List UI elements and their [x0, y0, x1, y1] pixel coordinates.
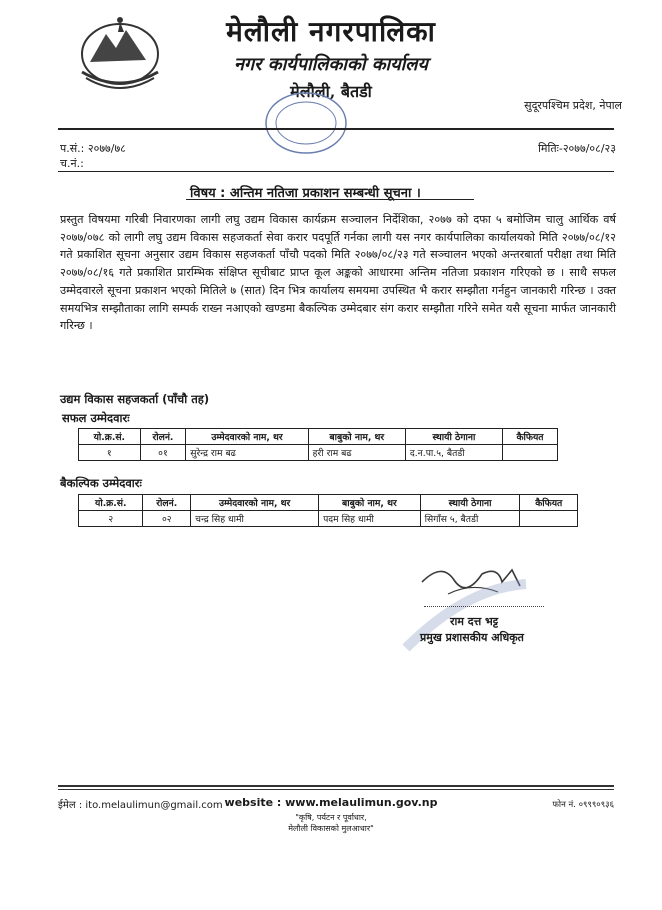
table-row: [79, 511, 578, 527]
footer-slogan: [0, 812, 662, 834]
subject-underline: [186, 199, 474, 200]
table-cell: ०२: [143, 511, 191, 527]
table-cell: चन्द्र सिह धामी: [191, 511, 319, 527]
position-heading: उद्यम विकास सहजकर्ता (पाँचौ तह): [60, 392, 210, 406]
column-header: रोलनं.: [140, 429, 186, 445]
footer-email[interactable]: ईमेल : ito.melaulimun@gmail.com: [58, 800, 223, 811]
date-text: मितिः-२०७७/०८/२३: [538, 142, 616, 155]
office-subtitle: नगर कार्यपालिकाको कार्यालय: [234, 54, 428, 75]
table-cell: पदम सिह धामी: [319, 511, 421, 527]
footer-phone: फोन नं. ०९९९०९३६: [552, 800, 614, 810]
footer-website[interactable]: website : www.melaulimun.gov.np: [224, 796, 438, 809]
notice-body: प्रस्तुत विषयमा गरिबी निवारणका लागी लघु उद्यम विकास कार्यक्रम सञ्चालन निर्देशिका, २०७७ को दफा ५ बमोजिम चालु आर्थिक वर्ष २०७७/०७८ को लागी लघु उद्यम विकास सहजकर्ता सेवा करार पदपूर्ति गर्नका लागी यस नगर कार्यपालिका कार्यालयको मिति २०७७/०८/१२ गते प्रकाशित सूचना अनुसार उद्यम विकास सहजकर्ता पाँचौ पदको मिति २०७७/०८/२३ गते सञ्चालन भएको अन्तरबार्ता परीक्षा तथा मिति २०७७/०८/१६ गते प्रकाशित प्रारम्भिक संक्षिप्त सूचीबाट प्राप्त कूल अङ्कको आधारमा अन्तिम नतिजा प्रकाशन गरिएको छ । साथै सफल उम्मेदवारले सूचना प्रकाशन भएको मितिले ७ (सात) दिन भित्र कार्यालय समयमा उपस्थित भै करार सम्झौता गर्नहुन जानकारी गरिन्छ । उक्त समयभित्र सम्झौताका लागि सम्पर्क राख्न नआएको खण्डमा बैकल्पिक उम्मेदबार संग करार सम्झौता गरिने समेत यसै सूचना मार्फत जानकारी गरिन्छ ।: [60, 213, 616, 333]
header-divider: [58, 128, 614, 130]
slogan-line-2: मेलौली विकासको मुलआधार": [288, 824, 374, 833]
column-header: कैफियत: [520, 495, 578, 511]
column-header: बाबुको नाम, थर: [319, 495, 421, 511]
column-header: बाबुको नाम, थर: [308, 429, 405, 445]
successful-heading: सफल उम्मेदवारः: [62, 411, 130, 425]
signatory-name: राम दत्त भट्ट: [450, 615, 499, 628]
column-header: स्थायी ठेगाना: [420, 495, 520, 511]
column-header: कैफियत: [502, 429, 557, 445]
table-cell: १: [79, 445, 141, 461]
alternate-candidates-table: [78, 494, 578, 527]
column-header: उम्मेदवारको नाम, थर: [186, 429, 308, 445]
table-cell: सिगाँस ५, बैतडी: [420, 511, 520, 527]
alternate-heading: बैकल्पिक उम्मेदवारः: [60, 476, 142, 490]
footer-divider: [58, 785, 614, 787]
reference-number: प.सं.: २०७७/७८: [60, 142, 126, 155]
municipality-title: मेलौली नगरपालिका: [226, 15, 436, 48]
subject-heading: विषय : अन्तिम नतिजा प्रकाशन सम्बन्धी सूचना ।: [190, 186, 421, 201]
column-header: स्थायी ठेगाना: [405, 429, 502, 445]
dispatch-number: च.नं.:: [60, 157, 84, 170]
table-cell: द.न.पा.५, बैतडी: [405, 445, 502, 461]
office-stamp-icon: [258, 88, 354, 158]
successful-candidates-table: [78, 428, 558, 461]
column-header: उम्मेदवारको नाम, थर: [191, 495, 319, 511]
table-cell: [502, 445, 557, 461]
signature-line: [424, 606, 544, 607]
table-header-row: [79, 495, 578, 511]
table-cell: [520, 511, 578, 527]
table-cell: हरी राम बढ: [308, 445, 405, 461]
table-cell: सुरेन्द्र राम बढ: [186, 445, 308, 461]
slogan-line-1: "कृषि, पर्यटन र पूर्वाधार,: [295, 813, 367, 822]
column-header: यो.क्र.सं.: [79, 495, 143, 511]
table-cell: २: [79, 511, 143, 527]
province-text: सुदूरपश्चिम प्रदेश, नेपाल: [524, 99, 622, 112]
table-row: [79, 445, 558, 461]
meta-divider: [58, 171, 614, 172]
signatory-title: प्रमुख प्रशासकीय अधिकृत: [420, 631, 524, 644]
table-cell: ०१: [140, 445, 186, 461]
footer-divider-thin: [58, 789, 614, 790]
column-header: रोलनं.: [143, 495, 191, 511]
column-header: यो.क्र.सं.: [79, 429, 141, 445]
table-header-row: [79, 429, 558, 445]
office-location: मेलौली, बैतडी: [290, 82, 372, 101]
